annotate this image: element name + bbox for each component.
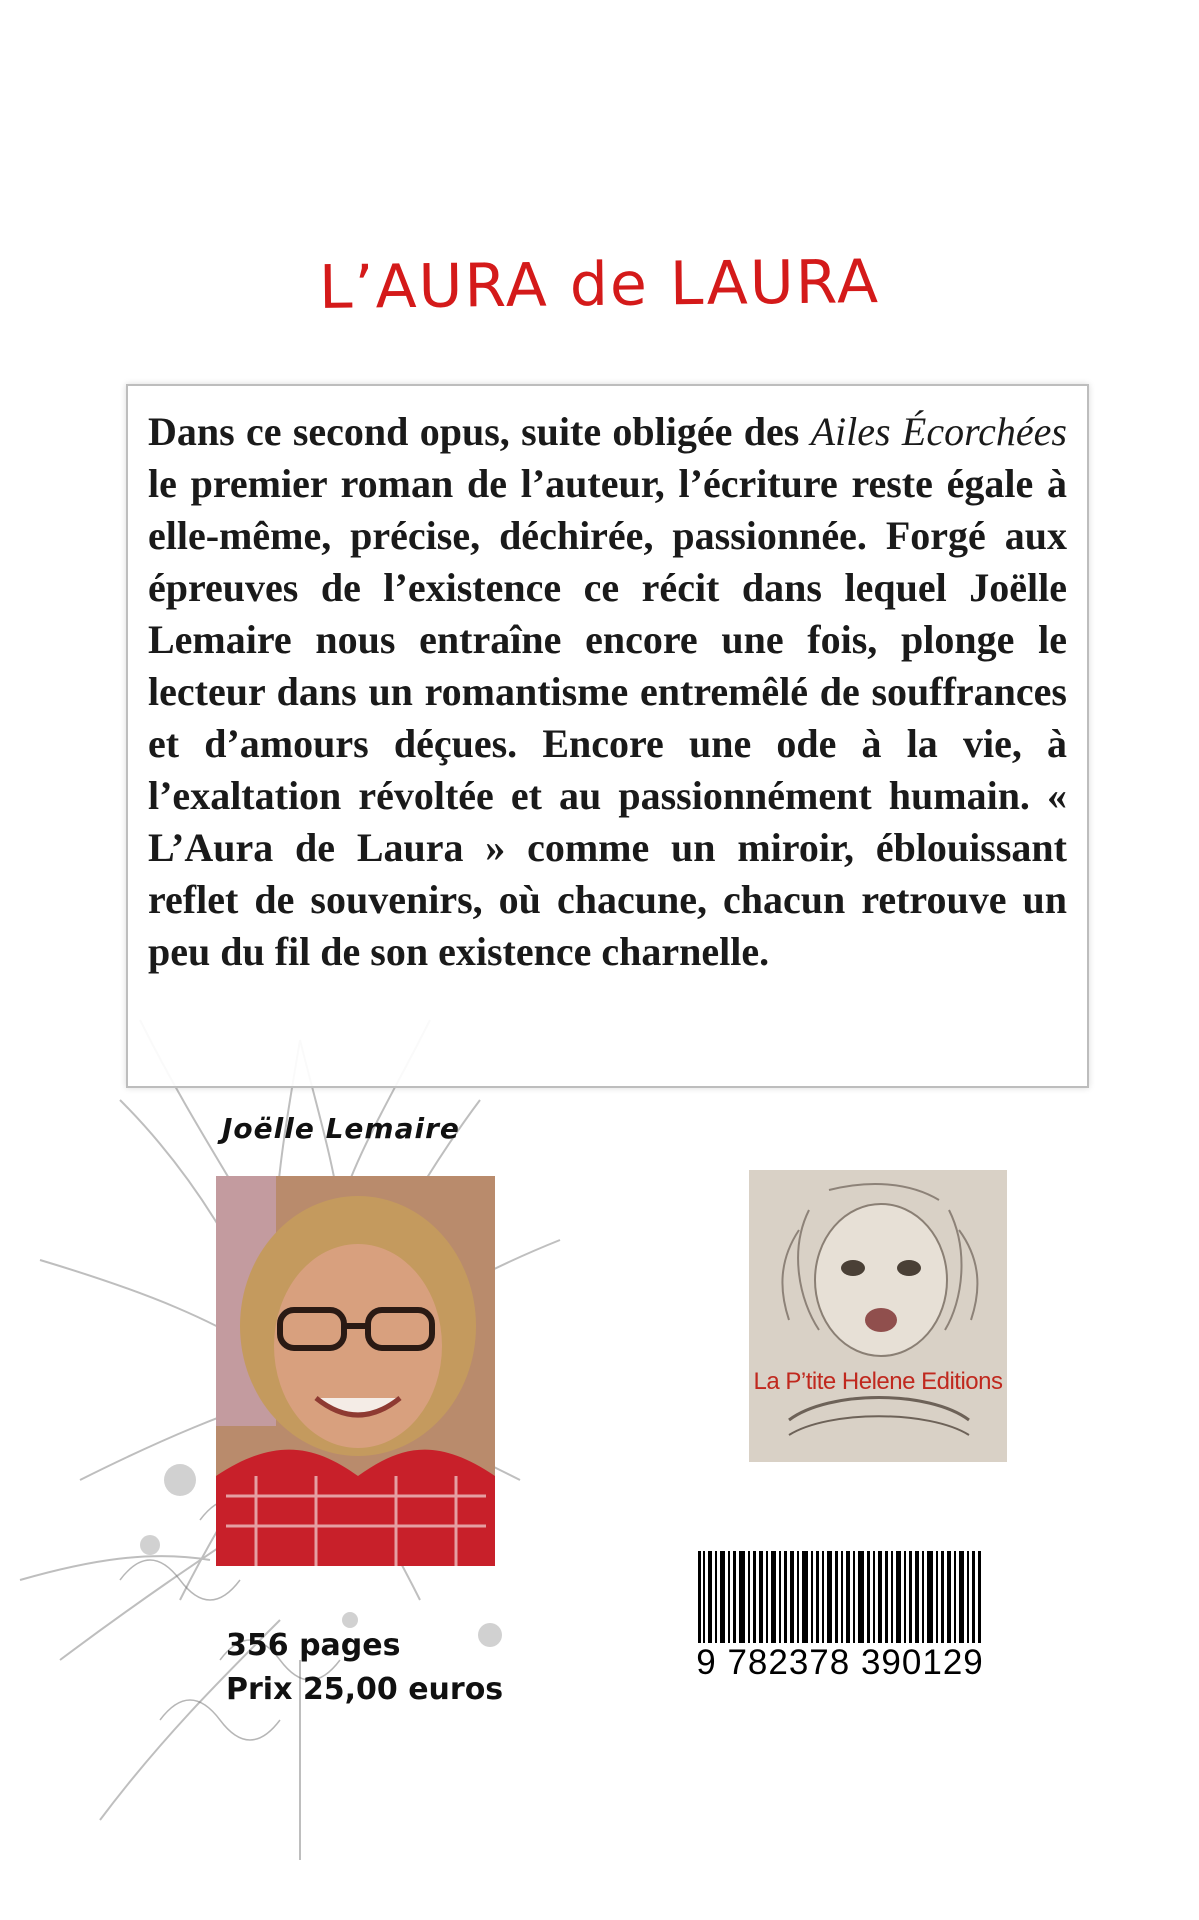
child-sketch-image	[749, 1170, 1007, 1462]
blurb-part-1: Dans ce second opus, suite obligée des	[148, 409, 811, 454]
publisher-name: La P’tite Helene Editions	[753, 1368, 1003, 1395]
blurb-text	[148, 406, 1067, 978]
isbn-barcode	[690, 1547, 990, 1692]
publisher-logo	[749, 1170, 1007, 1462]
blurb-box	[126, 384, 1089, 1088]
blurb-italic-title: Ailes Écorchées	[810, 409, 1067, 454]
book-info	[226, 1624, 503, 1712]
book-title: L’AURA de LAURA	[318, 247, 881, 323]
page-count: 356 pages	[226, 1628, 401, 1663]
author-portrait-image	[216, 1176, 495, 1566]
price: Prix 25,00 euros	[226, 1672, 504, 1707]
isbn-number: 9 782378 390129	[696, 1643, 984, 1682]
author-photo	[216, 1176, 495, 1566]
author-name: Joëlle Lemaire	[222, 1112, 460, 1145]
blurb-part-2: le premier roman de l’auteur, l’écriture reste égale à elle-même, précise, déchirée, passionnée. Forgé aux épreuves de l’existence ce récit dans lequel Joëlle Lemaire nous entraîne encore une fois, plonge le lecteur dans un romantisme entremêlé de souffrances et d’amours déçues. Encore une ode à la vie, à l’exaltation révoltée et au passionnément humain. « L’Aura de Laura » comme un miroir, éblouissant reflet de souvenirs, où chacune, chacun retrouve un peu du fil de son existence charnelle.	[148, 461, 1067, 974]
barcode-bars	[696, 1551, 984, 1643]
